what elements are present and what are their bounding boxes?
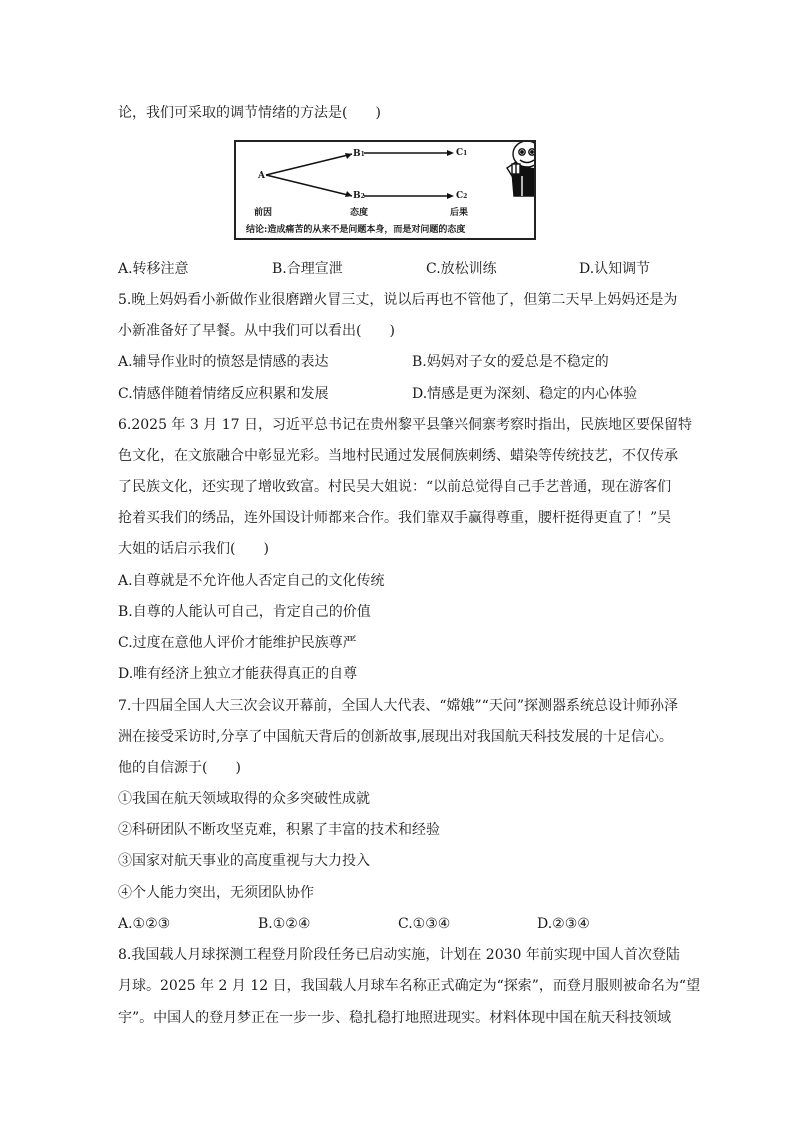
arrowhead-a-b2 bbox=[345, 191, 352, 197]
node-c1 bbox=[456, 148, 467, 159]
arrowhead-a-b1 bbox=[345, 153, 352, 159]
q6-stem-line-2: 色文化，在文旅融合中彰显光彩。当地村民通过发展侗族刺绣、蜡染等传统技艺，不仅传承 bbox=[118, 448, 678, 464]
q5-option-b[interactable]: B.妈妈对子女的爱总是不稳定的 bbox=[412, 354, 609, 370]
cartoon-figure-icon bbox=[507, 142, 534, 196]
node-b1-sub: 1 bbox=[360, 151, 365, 158]
diagram-conclusion: 结论:造成痛苦的从来不是问题本身，而是对问题的态度 bbox=[246, 225, 466, 235]
q7-statement-4: ④个人能力突出，无须团队协作 bbox=[118, 885, 314, 901]
q4-stem-line: 论，我们可采取的调节情绪的方法是( ) bbox=[118, 105, 381, 121]
q6-option-a[interactable]: A.自尊就是不允许他人否定自己的文化传统 bbox=[118, 573, 385, 589]
diagram-arrows bbox=[236, 142, 534, 238]
q5-option-d[interactable]: D.情感是更为深刻、稳定的内心体验 bbox=[412, 386, 638, 402]
q5-option-a[interactable]: A.辅导作业时的愤怒是情感的表达 bbox=[118, 354, 329, 370]
node-b1 bbox=[353, 149, 365, 160]
q6-option-c[interactable]: C.过度在意他人评价才能维护民族尊严 bbox=[118, 635, 357, 651]
node-c1-letter: C bbox=[456, 148, 464, 158]
q8-stem-line-2: 月球。2025 年 2 月 12 日，我国载人月球车名称正式确定为“探索”，而登月服则被命名为“望 bbox=[118, 978, 701, 994]
arrowhead-b2-c2 bbox=[447, 193, 454, 199]
q6-stem-line-5: 大姐的话启示我们( ) bbox=[118, 541, 269, 557]
q4-option-b[interactable]: B.合理宣泄 bbox=[272, 261, 343, 277]
arrow-a-b1 bbox=[266, 154, 352, 175]
node-c2-letter: C bbox=[456, 191, 464, 201]
q7-stem-line-3: 他的自信源于( ) bbox=[118, 760, 241, 776]
node-c2 bbox=[456, 191, 467, 202]
q7-statement-2: ②科研团队不断攻坚克难，积累了丰富的技术和经验 bbox=[118, 822, 440, 838]
q7-statement-1: ①我国在航天领域取得的众多突破性成就 bbox=[118, 791, 370, 807]
q4-option-c[interactable]: C.放松训练 bbox=[426, 261, 497, 277]
node-b2-letter: B bbox=[353, 191, 361, 201]
q6-stem-line-1: 6.2025 年 3 月 17 日，习近平总书记在贵州黎平县肇兴侗寨考察时指出，民族地区要保留特 bbox=[118, 417, 692, 433]
label-cause: 前因 bbox=[254, 208, 273, 218]
q8-stem-line-1: 8.我国载人月球探测工程登月阶段任务已启动实施，计划在 2030 年前实现中国人首次登陆 bbox=[118, 947, 680, 963]
node-c1-sub: 1 bbox=[463, 150, 468, 157]
node-b2-sub: 2 bbox=[360, 193, 365, 200]
q5-option-c[interactable]: C.情感伴随着情绪反应积累和发展 bbox=[118, 386, 329, 402]
node-b2 bbox=[353, 191, 365, 202]
q6-stem-line-4: 抢着买我们的绣品，连外国设计师都来合作。我们靠双手赢得尊重，腰杆挺得更直了！”吴 bbox=[118, 510, 672, 526]
q7-option-c[interactable]: C.①③④ bbox=[398, 916, 451, 932]
q7-option-b[interactable]: B.①②④ bbox=[258, 916, 311, 932]
q6-stem-line-3: 了民族文化，还实现了增收致富。村民吴大姐说：“以前总觉得自己手艺普通，现在游客们 bbox=[118, 479, 672, 495]
q4-option-d[interactable]: D.认知调节 bbox=[579, 261, 651, 277]
label-result: 后果 bbox=[450, 208, 469, 218]
q8-stem-line-3: 宇”。中国人的登月梦正在一步一步、稳扎稳打地照进现实。材料体现中国在航天科技领域 bbox=[118, 1010, 672, 1026]
q7-stem-line-2: 洲在接受采访时,分享了中国航天背后的创新故事,展现出对我国航天科技发展的十足信心。 bbox=[118, 729, 673, 745]
q4-diagram bbox=[234, 140, 536, 240]
arrowhead-b1-c1 bbox=[447, 150, 454, 156]
q6-option-d[interactable]: D.唯有经济上独立才能获得真正的自尊 bbox=[118, 666, 358, 682]
q7-option-d[interactable]: D.②③④ bbox=[537, 916, 590, 932]
q5-stem-line-1: 5.晚上妈妈看小新做作业很磨蹭火冒三丈，说以后再也不管他了，但第二天早上妈妈还是为 bbox=[118, 292, 678, 308]
node-c2-sub: 2 bbox=[463, 193, 468, 200]
q7-option-a[interactable]: A.①②③ bbox=[118, 916, 171, 932]
label-attitude: 态度 bbox=[350, 208, 369, 218]
q4-option-a[interactable]: A.转移注意 bbox=[118, 261, 189, 277]
q6-option-b[interactable]: B.自尊的人能认可自己，肯定自己的价值 bbox=[118, 604, 371, 620]
q7-statement-3: ③国家对航天事业的高度重视与大力投入 bbox=[118, 853, 370, 869]
q5-stem-line-2: 小新准备好了早餐。从中我们可以看出( ) bbox=[118, 323, 395, 339]
node-a: A bbox=[258, 171, 265, 181]
q7-stem-line-1: 7.十四届全国人大三次会议开幕前，全国人大代表、“嫦娥”“天问”探测器系统总设计师孙泽 bbox=[118, 698, 678, 714]
node-b1-letter: B bbox=[353, 149, 361, 159]
arrow-a-b2 bbox=[266, 175, 352, 196]
